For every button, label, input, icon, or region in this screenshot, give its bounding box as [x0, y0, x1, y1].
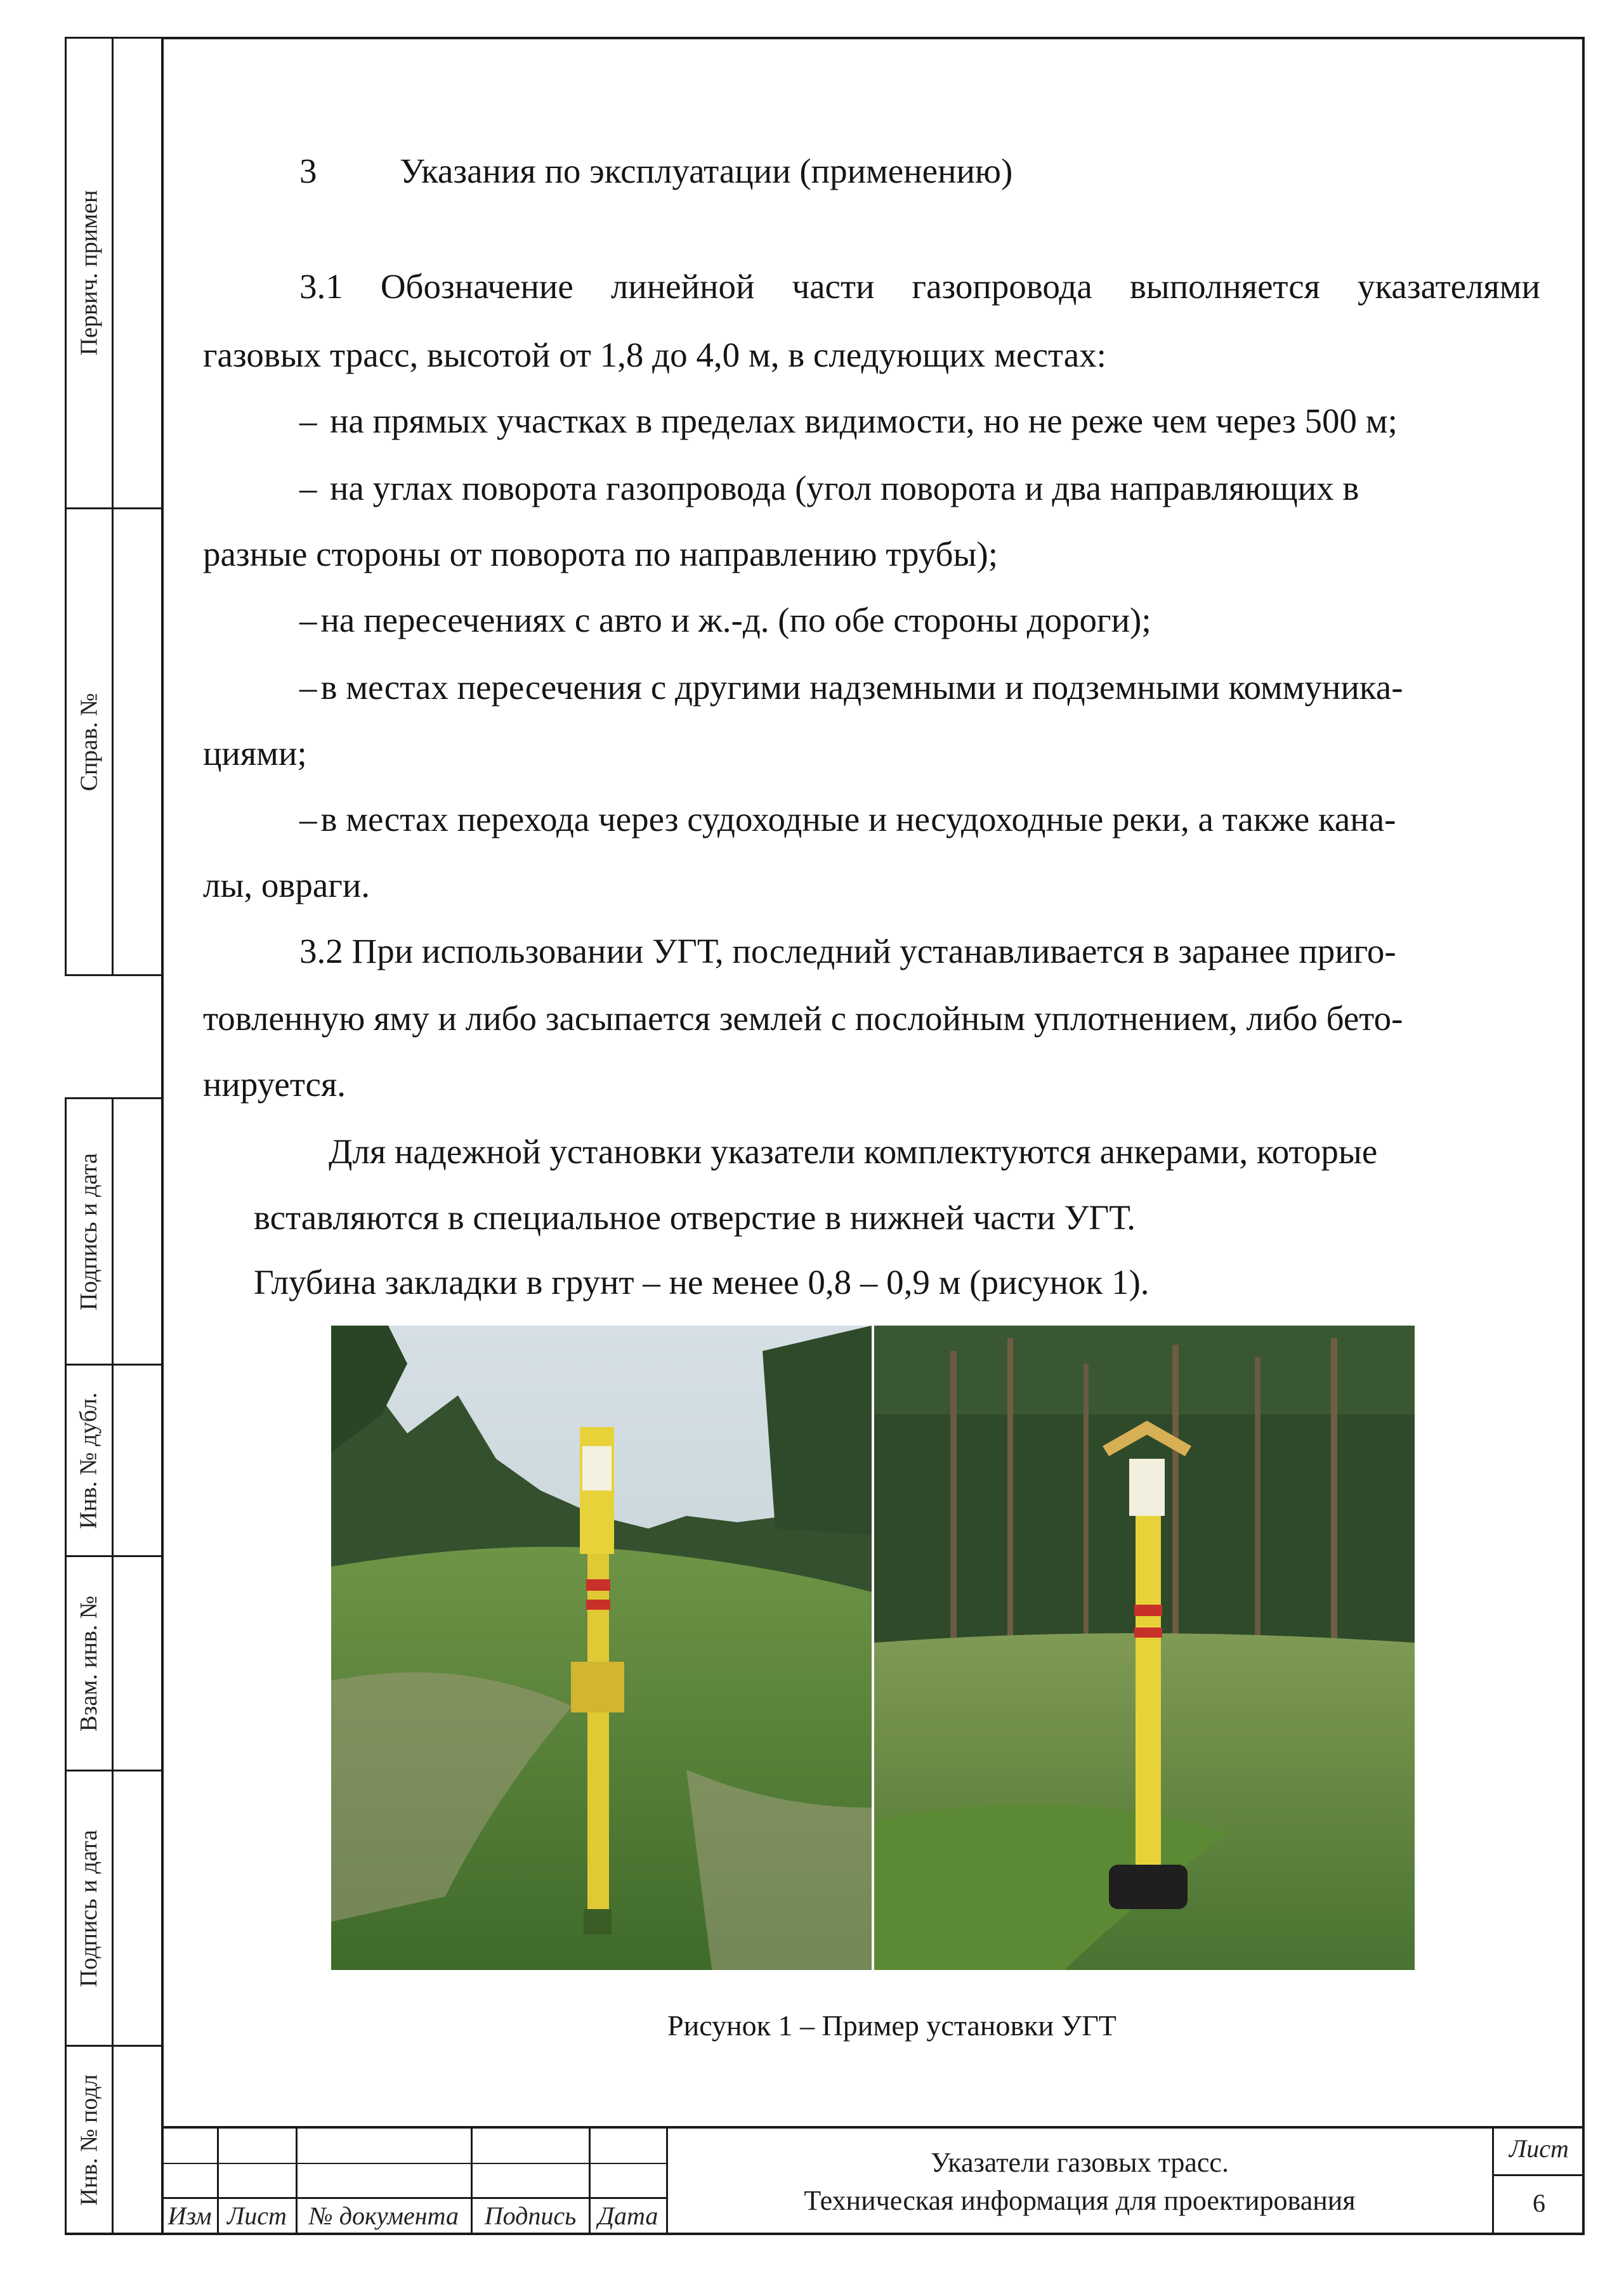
stamp-inner-left — [112, 37, 114, 975]
p32-line-2: товленную яму и либо засыпается землей с послойным уплотнением, либо бето- — [203, 999, 1403, 1038]
stamp-label-orig-inv — [66, 2047, 112, 2233]
stamp-sep-2 — [65, 974, 162, 976]
stamp-label-sign-date-bottom — [66, 1771, 112, 2045]
stamp-label-sign-date-top — [66, 1099, 112, 1364]
bullet-5-text: в местах перехода через судоходные и несудоходные реки, а также кана- — [320, 800, 1396, 838]
bullet-dash: – — [299, 800, 317, 838]
doc-title-line-2: Техническая информация для проектирования — [804, 2185, 1356, 2216]
stamp-label-replace-inv — [66, 1557, 112, 1770]
section-title: Указания по эксплуатации (применению) — [400, 152, 1013, 190]
bullet-dash: – — [299, 668, 317, 707]
tb-col-list: Лист — [227, 2201, 287, 2230]
frame-top — [162, 37, 1585, 39]
bullet-dash: – — [299, 401, 317, 440]
photo-left-image — [331, 1326, 872, 1970]
frame-bottom — [66, 2233, 1585, 2235]
tb-sheet-row — [1492, 2174, 1585, 2176]
bullet-1 — [299, 402, 1398, 440]
bullet-dash: – — [299, 601, 317, 639]
bullet-4-text: в местах пересечения с другими надземными и подземными коммуника- — [320, 668, 1403, 707]
p32-line-3: нируется. — [203, 1065, 346, 1104]
bullet-5 — [299, 800, 1396, 838]
p31-line-1: 3.1 Обозначение линейной части газопровода выполняется указателями — [299, 267, 1540, 306]
bullet-4-cont: циями; — [203, 734, 307, 773]
p32-line-1: 3.2 При использовании УГТ, последний устанавливается в заранее приго- — [299, 932, 1396, 970]
anchor-line-2: вставляются в специальное отверстие в нижней части УГТ. — [254, 1198, 1136, 1237]
tb-col-5 — [666, 2126, 668, 2234]
tb-col-sign: Подпись — [484, 2201, 577, 2230]
bullet-1-text: на прямых участках в пределах видимости, но не реже чем через 500 м; — [330, 401, 1398, 440]
stamp-first-use-text: Первич. примен — [75, 190, 102, 356]
stamp-dup-inv-text: Инв. № дубл. — [75, 1392, 103, 1529]
doc-title-line-1: Указатели газовых трасс. — [931, 2147, 1229, 2178]
tb-top-line — [162, 2126, 1585, 2129]
bullet-5-cont: лы, овраги. — [203, 866, 370, 904]
stamp-label-first-use — [66, 38, 112, 507]
sheet-label: Лист — [1509, 2134, 1569, 2163]
stamp-label-ref-no — [66, 509, 112, 974]
bullet-dash: – — [299, 469, 317, 507]
stamp-sign-date-top-text: Подпись и дата — [75, 1152, 103, 1310]
stamp-ref-no-text: Справ. № — [75, 693, 102, 791]
bullet-4 — [299, 669, 1403, 707]
depth-line: Глубина закладки в грунт – не менее 0,8 – 0,9 м (рисунок 1). — [254, 1263, 1149, 1301]
photo-right — [874, 1326, 1415, 1970]
tb-col-izm: Изм — [167, 2201, 212, 2230]
bullet-2-cont: разные стороны от поворота по направлению трубы); — [203, 535, 999, 573]
stamp-replace-inv-text: Взам. инв. № — [75, 1595, 103, 1732]
bullet-3 — [299, 601, 1151, 639]
section-number: 3 — [299, 152, 317, 190]
tb-col-doc: № документа — [309, 2201, 459, 2230]
bullet-2-text: на углах поворота газопровода (угол поворота и два направляющих в — [330, 469, 1359, 507]
anchor-line-1: Для надежной установки указатели комплектуются анкерами, которые — [329, 1132, 1378, 1171]
bullet-2 — [299, 469, 1359, 507]
tb-row-2 — [162, 2197, 667, 2199]
stamp-orig-inv-text: Инв. № подл — [75, 2073, 103, 2206]
sheet-number: 6 — [1533, 2189, 1545, 2217]
tb-row-1 — [162, 2163, 667, 2164]
photo-left — [331, 1326, 872, 1970]
stamp-label-dup-inv — [66, 1366, 112, 1555]
stamp-sign-date-bottom-text: Подпись и дата — [75, 1829, 103, 1987]
frame-right — [1582, 37, 1585, 2235]
bullet-3-text: на пересечениях с авто и ж.-д. (по обе стороны дороги); — [320, 601, 1151, 639]
figure-caption: Рисунок 1 – Пример установки УГТ — [667, 2009, 1116, 2042]
frame-left — [161, 37, 164, 2235]
photo-right-image — [874, 1326, 1415, 1970]
p31-line-2: газовых трасс, высотой от 1,8 до 4,0 м, в следующих местах: — [203, 336, 1106, 374]
stamp2-inner-left — [112, 1097, 114, 2235]
tb-col-date: Дата — [598, 2201, 658, 2230]
